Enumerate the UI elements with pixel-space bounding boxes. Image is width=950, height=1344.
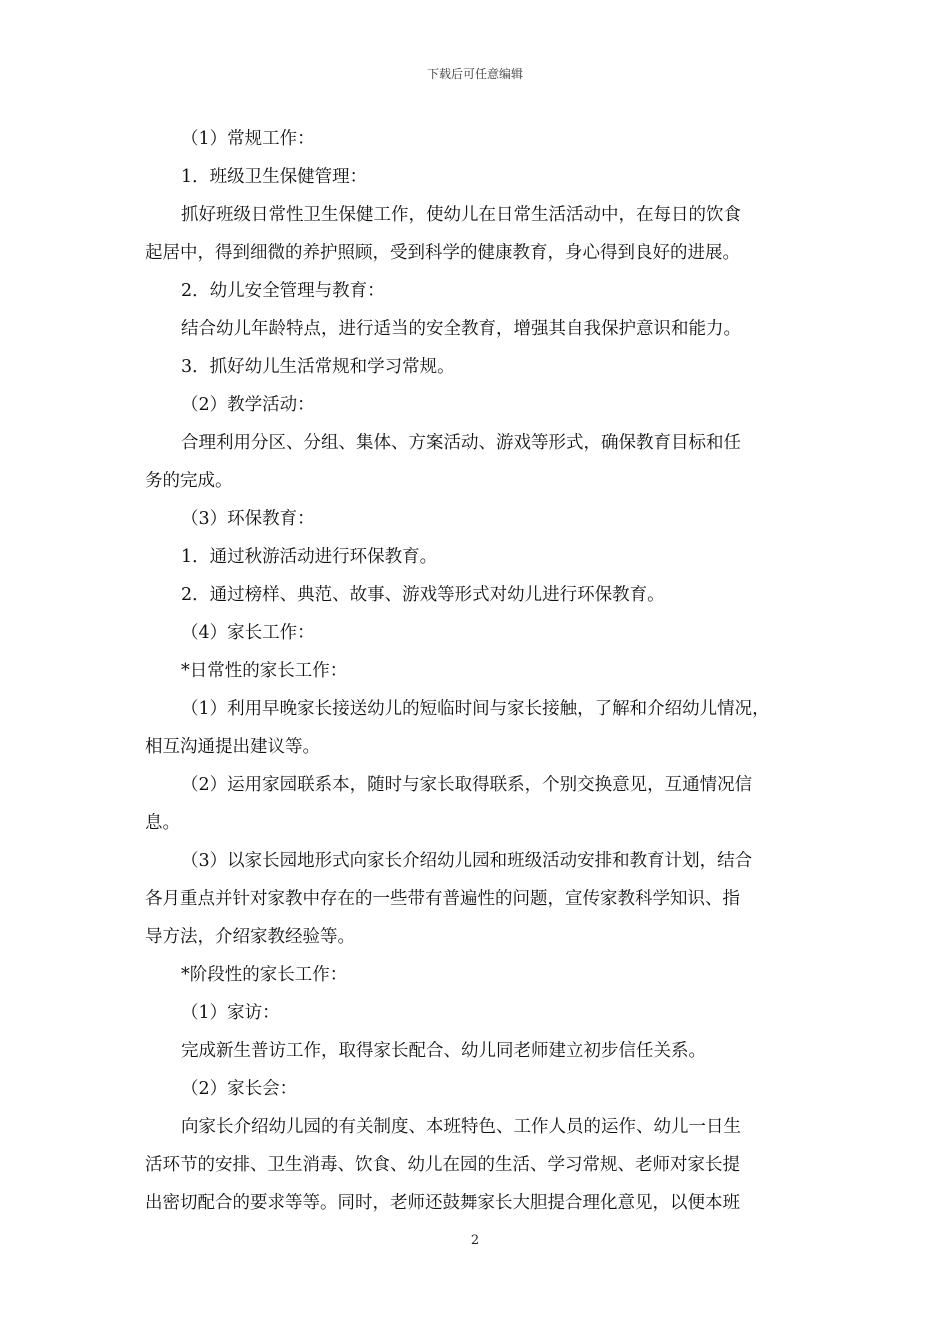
page-header: 下载后可任意编辑 (426, 67, 523, 81)
body-line: （3）环保教育： (181, 509, 315, 529)
body-line: 抓好班级日常性卫生保健工作，使幼儿在日常生活活动中，在每日的饮食 (181, 205, 741, 225)
body-line: 相互沟通提出建议等。 (145, 737, 320, 757)
body-line: 息。 (145, 813, 180, 833)
body-line: 3．抓好幼儿生活常规和学习常规。 (181, 357, 455, 377)
body-line: 完成新生普访工作，取得家长配合、幼儿同老师建立初步信任关系。 (181, 1041, 706, 1061)
body-line: （2）家长会： (181, 1079, 298, 1099)
body-line: 务的完成。 (145, 471, 233, 491)
body-line: *阶段性的家长工作： (181, 965, 348, 985)
body-line: 合理利用分区、分组、集体、方案活动、游戏等形式，确保教育目标和任 (181, 433, 741, 453)
body-line: *日常性的家长工作： (181, 661, 348, 681)
body-line: 出密切配合的要求等等。同时，老师还鼓舞家长大胆提合理化意见，以便本班 (145, 1193, 740, 1213)
body-line: （1）利用早晚家长接送幼儿的短临时间与家长接触，了解和介绍幼儿情况， (181, 699, 770, 719)
body-line: 2．通过榜样、典范、故事、游戏等形式对幼儿进行环保教育。 (181, 585, 665, 605)
body-line: 2．幼儿安全管理与教育： (181, 281, 385, 301)
document-body (145, 120, 820, 1222)
page-number: 2 (470, 1233, 480, 1248)
body-line: （4）家长工作： (181, 623, 315, 643)
body-line: 1．通过秋游活动进行环保教育。 (181, 547, 438, 567)
body-line: （1）常规工作： (181, 129, 315, 149)
body-line: 1．班级卫生保健管理： (181, 167, 368, 187)
body-line: （3）以家长园地形式向家长介绍幼儿园和班级活动安排和教育计划，结合 (181, 851, 753, 871)
body-line: 向家长介绍幼儿园的有关制度、本班特色、工作人员的运作、幼儿一日生 (181, 1117, 741, 1137)
body-line: （2）教学活动： (181, 395, 315, 415)
body-line: 活环节的安排、卫生消毒、饮食、幼儿在园的生活、学习常规、老师对家长提 (145, 1155, 740, 1175)
body-line: 起居中，得到细微的养护照顾，受到科学的健康教育，身心得到良好的进展。 (145, 243, 740, 263)
body-line: 结合幼儿年龄特点，进行适当的安全教育，增强其自我保护意识和能力。 (181, 319, 741, 339)
body-line: 各月重点并针对家教中存在的一些带有普遍性的问题，宣传家教科学知识、指 (145, 889, 740, 909)
body-line: （2）运用家园联系本，随时与家长取得联系，个别交换意见，互通情况信 (181, 775, 753, 795)
body-line: （1）家访： (181, 1003, 280, 1023)
body-line: 导方法，介绍家教经验等。 (145, 927, 355, 947)
